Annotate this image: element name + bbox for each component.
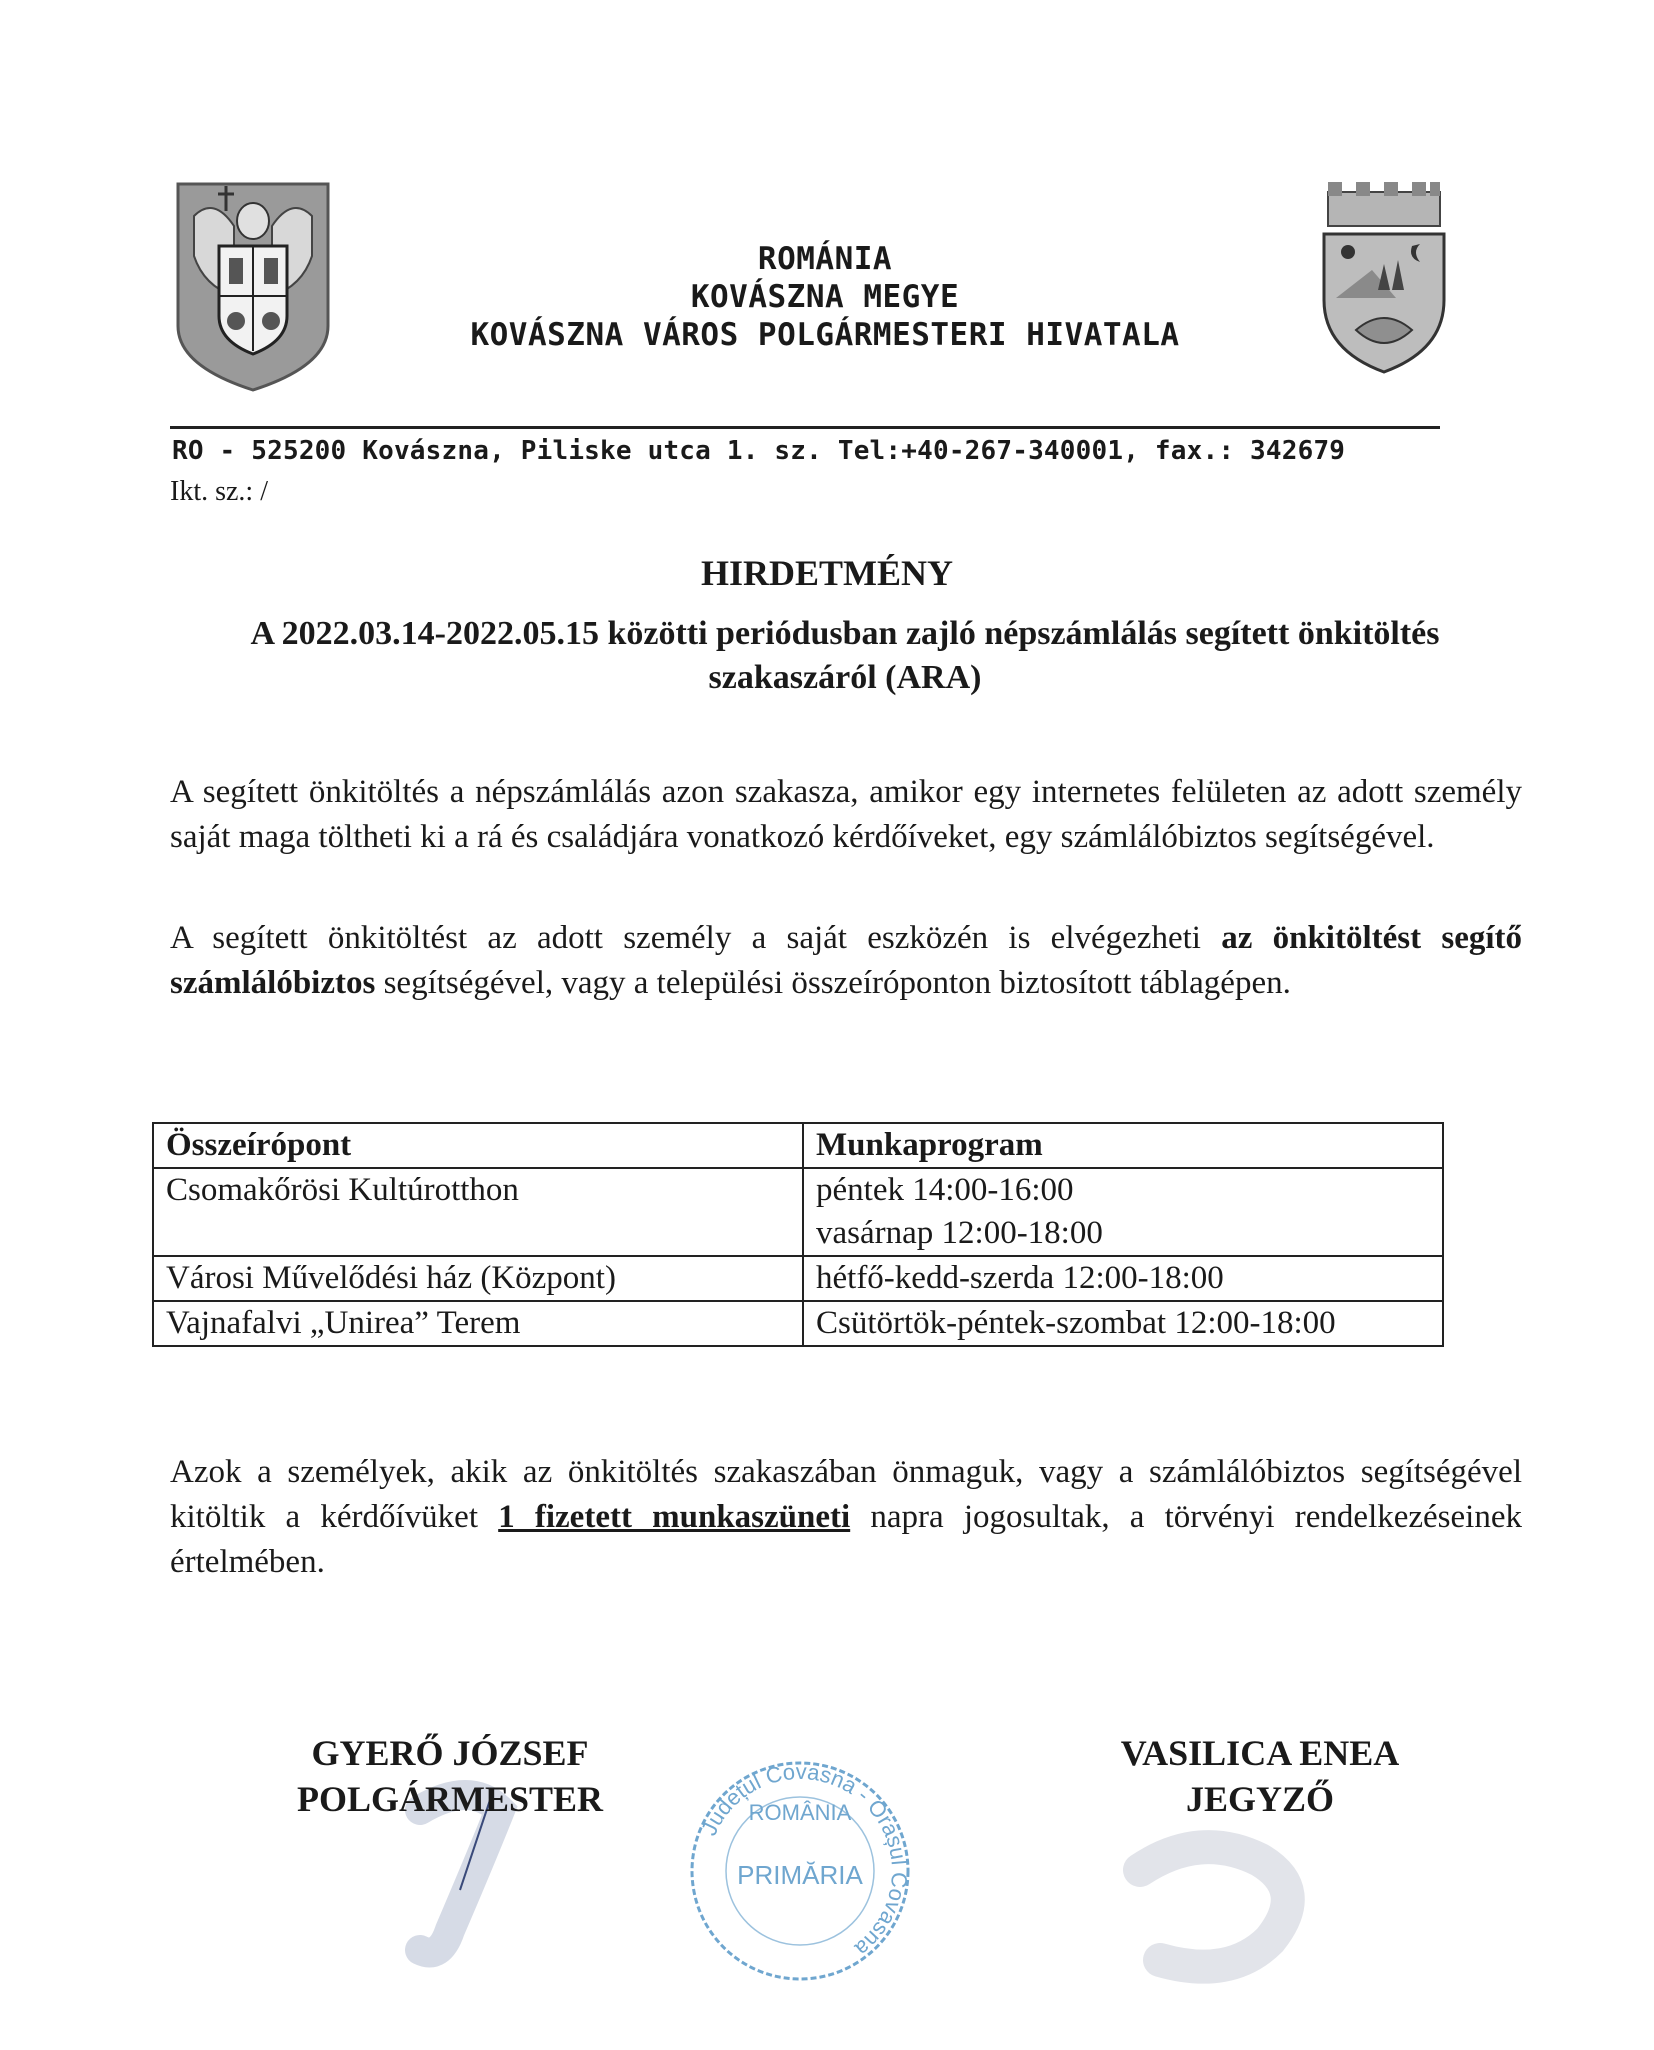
header-divider	[170, 426, 1440, 429]
romania-coat-of-arms-icon	[174, 176, 332, 394]
column-header-place: Összeírópont	[153, 1123, 803, 1168]
notary-signature-block	[1090, 1730, 1430, 1822]
official-stamp-icon	[680, 1758, 920, 1984]
paragraph-entitlement-part1: Azok a személyek, akik az önkitöltés szakaszában önmaguk, vagy a számlálóbiztos segítségével kitöltik a kérdőívüket	[170, 1454, 1522, 1535]
paragraph-method-bold: az önkitöltést segítő számlálóbiztos	[170, 920, 1522, 1001]
paragraph-method-part1: A segített önkitöltést az adott személy a saját eszközén is elvégezheti	[170, 920, 1222, 956]
table-cell-schedule	[803, 1301, 1443, 1346]
paragraph-method	[170, 916, 1522, 1006]
schedule-line: Csütörtök-péntek-szombat 12:00-18:00	[816, 1305, 1336, 1341]
registration-number: Ikt. sz.: /	[170, 476, 268, 507]
header-office: KOVÁSZNA VÁROS POLGÁRMESTERI HIVATALA	[470, 317, 1180, 353]
paragraph-entitlement	[170, 1450, 1522, 1585]
subtitle-line-2: szakaszáról (ARA)	[708, 659, 982, 696]
paragraph-intro: A segített önkitöltés a népszámlálás azon szakasza, amikor egy internetes felületen az adott személy saját maga töltheti ki a rá és családjára vonatkozó kérdőíveket, egy számlálóbiztos segítségével.	[170, 774, 1522, 855]
stamp-ring-text: Județul Covasna - Orașul Covasna	[696, 1758, 913, 1962]
paragraph-method-part2: segítségével, vagy a települési összeíróponton biztosított táblagépen.	[375, 965, 1291, 1001]
table-row	[153, 1256, 1443, 1301]
column-header-schedule: Munkaprogram	[803, 1123, 1443, 1168]
document-title: HIRDETMÉNY	[700, 553, 954, 593]
mayor-signature-block	[240, 1730, 660, 1822]
notary-signature-icon	[1120, 1810, 1340, 1990]
document-subtitle	[180, 612, 1510, 700]
kovaszna-town-crest-icon	[1316, 180, 1452, 376]
stamp-top-text: ROMÂNIA	[748, 1800, 852, 1825]
schedule-line: péntek 14:00-16:00	[816, 1172, 1074, 1208]
contact-address: RO - 525200 Kovászna, Piliske utca 1. sz. Tel:+40-267-340001, fax.: 342679	[172, 436, 1346, 466]
mayor-title: POLGÁRMESTER	[296, 1779, 604, 1819]
table-cell-place: Vajnafalvi „Unirea” Terem	[153, 1301, 803, 1346]
mayor-name: GYERŐ JÓZSEF	[311, 1733, 589, 1773]
table-cell-schedule	[803, 1168, 1443, 1256]
paragraph-entitlement-part2: napra jogosultak, a törvényi rendelkezéseinek értelmében.	[170, 1499, 1522, 1580]
institution-header	[330, 240, 1320, 354]
table-cell-place: Csomakőrösi Kultúrotthon	[153, 1168, 803, 1256]
schedule-line: vasárnap 12:00-18:00	[816, 1215, 1103, 1251]
table-cell-place: Városi Művelődési ház (Központ)	[153, 1256, 803, 1301]
notary-name: VASILICA ENEA	[1120, 1733, 1400, 1773]
schedule-line: hétfő-kedd-szerda 12:00-18:00	[816, 1260, 1224, 1296]
header-country: ROMÁNIA	[757, 241, 893, 277]
table-row	[153, 1168, 1443, 1256]
table-cell-schedule	[803, 1256, 1443, 1301]
header-county: KOVÁSZNA MEGYE	[690, 279, 960, 315]
notary-title: JEGYZŐ	[1185, 1779, 1335, 1819]
schedule-table	[152, 1122, 1444, 1347]
paragraph-entitlement-underlined: 1 fizetett munkaszüneti	[498, 1499, 851, 1535]
stamp-center-text: PRIMĂRIA	[737, 1860, 863, 1890]
table-row	[153, 1301, 1443, 1346]
table-header-row	[153, 1123, 1443, 1168]
subtitle-line-1: A 2022.03.14-2022.05.15 közötti periódusban zajló népszámlálás segített önkitöltés	[250, 615, 1440, 652]
